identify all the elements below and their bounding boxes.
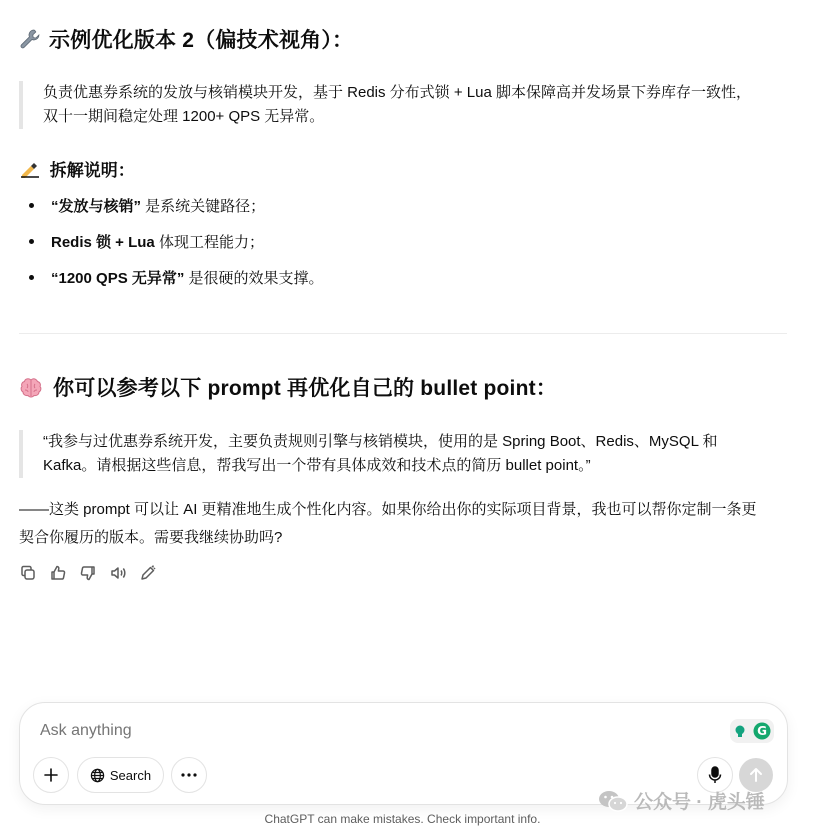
search-button[interactable]: Search <box>77 757 164 793</box>
add-button[interactable] <box>33 757 69 793</box>
svg-text:G: G <box>757 724 767 738</box>
list-item: “1200 QPS 无异常” 是很硬的效果支撑。 <box>29 267 324 291</box>
globe-icon <box>90 768 105 783</box>
disclaimer: ChatGPT can make mistakes. Check important info. <box>264 812 541 826</box>
message-actions <box>18 563 158 583</box>
section1-quote: 负责优惠券系统的发放与核销模块开发，基于 Redis 分布式锁 + Lua 脚本保障高并发场景下券库存一致性， 双十一期间稳定处理 1200+ QPS 无异常。 <box>19 81 803 129</box>
closing-paragraph: ——这类 prompt 可以让 AI 更精准地生成个性化内容。如果你给出你的实际项目背景，我也可以帮你定制一条更 契合你履历的版本。需要我继续协助吗? <box>19 501 757 546</box>
ellipsis-icon <box>181 773 197 777</box>
edit-icon[interactable] <box>138 563 158 583</box>
bulb-icon <box>733 724 747 738</box>
thumbs-up-icon[interactable] <box>48 563 68 583</box>
breakdown-heading: 拆解说明： <box>19 157 135 186</box>
section2-heading: 你可以参考以下 prompt 再优化自己的 bullet point： <box>19 375 557 407</box>
prompt-input[interactable] <box>38 718 682 744</box>
copy-icon[interactable] <box>18 563 38 583</box>
bullet-dot <box>29 275 34 280</box>
prompt-quote: “我参与过优惠券系统开发，主要负责规则引擎与核销模块，使用的是 Spring Boot、Redis、MySQL 和 Kafka。请根据这些信息，帮我写出一个带有具体成效和技术点的简历 bullet point。” <box>19 430 803 478</box>
bullet-dot <box>29 239 34 244</box>
list-item: “发放与核销” 是系统关键路径； <box>29 195 265 219</box>
arrow-up-icon <box>749 767 763 783</box>
section-divider <box>19 333 787 334</box>
brain-icon <box>19 377 47 407</box>
read-aloud-icon[interactable] <box>108 563 128 583</box>
list-item: Redis 锁 + Lua 体现工程能力； <box>29 231 264 255</box>
wrench-icon <box>19 28 43 58</box>
plus-icon <box>43 767 59 783</box>
wechat-icon <box>598 789 628 813</box>
writing-hand-icon <box>19 157 45 186</box>
more-tools-button[interactable] <box>171 757 207 793</box>
bullet-dot <box>29 203 34 208</box>
thumbs-down-icon[interactable] <box>78 563 98 583</box>
grammarly-icon <box>753 722 771 740</box>
section1-heading: 示例优化版本 2（偏技术视角）： <box>19 27 353 58</box>
microphone-icon <box>708 766 722 784</box>
writing-assistant-badge[interactable] <box>730 719 774 743</box>
watermark: 公众号 · 虎头锤 <box>598 787 765 814</box>
